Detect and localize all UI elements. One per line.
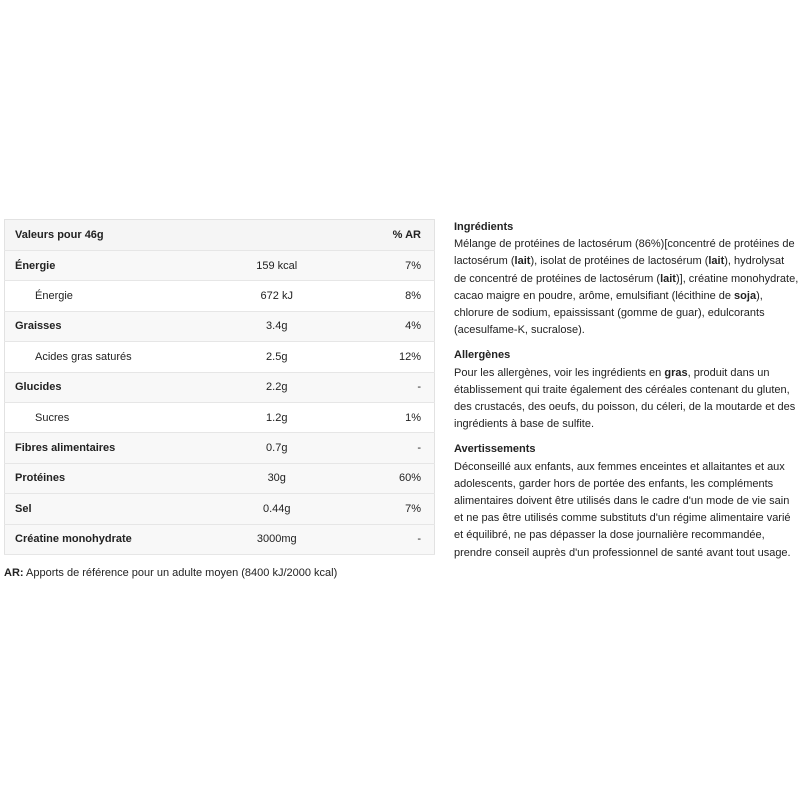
allergen-highlight: soja: [734, 289, 757, 302]
table-row: [5, 402, 435, 432]
nutrient-name: Protéines: [5, 463, 227, 493]
nutrient-ar: 1%: [327, 402, 435, 432]
nutrient-value: 2.2g: [227, 372, 327, 402]
allergen-highlight: lait: [708, 255, 725, 268]
warnings-title: Avertissements: [454, 443, 536, 456]
allergens-text: [454, 365, 799, 434]
nutrient-ar: 60%: [327, 463, 435, 493]
nutrient-value: 159 kcal: [227, 251, 327, 281]
nutrient-value: 3000mg: [227, 524, 327, 554]
ingredients-text: [454, 236, 799, 339]
table-row: [5, 524, 435, 554]
nutrition-table: [4, 219, 435, 555]
nutrient-value: 0.7g: [227, 433, 327, 463]
nutrient-ar: -: [327, 372, 435, 402]
nutrient-name: Glucides: [5, 372, 227, 402]
text-segment: )], créatine monohydrate, cacao maigre en poudre, arôme, emulsifiant (lécithine de: [454, 272, 799, 302]
table-row: [5, 463, 435, 493]
text-segment: , produit dans un établissement qui traite également des céréales contenant du gluten, des crustacés, des oeufs, du poisson, du céleri, de la moutarde et des ingrédients à base de sulfite.: [454, 366, 796, 431]
nutrient-ar: -: [327, 433, 435, 463]
ar-footnote-label: AR:: [4, 567, 24, 579]
ingredients-section: [454, 219, 799, 339]
product-info-panel: [454, 219, 799, 570]
header-value: [227, 220, 327, 251]
table-row: [5, 311, 435, 341]
table-row: [5, 494, 435, 524]
nutrient-ar: -: [327, 524, 435, 554]
nutrient-ar: 7%: [327, 494, 435, 524]
ar-footnote-text: Apports de référence pour un adulte moyen (8400 kJ/2000 kcal): [23, 567, 338, 579]
nutrition-table-body: [5, 251, 435, 555]
nutrient-value: 30g: [227, 463, 327, 493]
allergens-title: Allergènes: [454, 349, 511, 362]
allergen-highlight: lait: [660, 272, 676, 285]
nutrient-name: Sel: [5, 494, 227, 524]
allergen-highlight: lait: [514, 255, 531, 268]
nutrient-value: 3.4g: [227, 311, 327, 341]
nutrient-value: 2.5g: [227, 342, 327, 372]
nutrient-name: Fibres alimentaires: [5, 433, 227, 463]
nutrient-name: Graisses: [5, 311, 227, 341]
header-name: Valeurs pour 46g: [5, 220, 227, 251]
nutrient-name: Sucres: [5, 402, 227, 432]
nutrient-name: Énergie: [5, 281, 227, 311]
nutrient-ar: 12%: [327, 342, 435, 372]
table-header-row: [5, 220, 435, 251]
warnings-text: Déconseillé aux enfants, aux femmes enceintes et allaitantes et aux adolescents, garder hors de portée des enfants, les compléments alimentaires doivent être utilisés dans le cadre d'un mode de vie sain et ne pas être utilisés comme substituts d'un régime alimentaire varié et équilibré, ne pas dépasser la dose journalière recommandée, prendre conseil auprès d'un professionnel de santé avant tout usage.: [454, 460, 791, 559]
table-row: [5, 433, 435, 463]
nutrient-value: 672 kJ: [227, 281, 327, 311]
table-row: [5, 372, 435, 402]
text-segment: ), hydrolysat de concentré de protéines de lactosérum (: [454, 255, 785, 285]
ingredients-title: Ingrédients: [454, 221, 514, 233]
nutrient-name: Acides gras saturés: [5, 342, 227, 372]
nutrient-ar: 8%: [327, 281, 435, 311]
nutrient-name: Créatine monohydrate: [5, 524, 227, 554]
table-row: [5, 281, 435, 311]
header-ar: % AR: [327, 220, 435, 251]
allergen-highlight: gras: [664, 366, 688, 379]
ar-footnote: [4, 567, 337, 579]
warnings-section: [454, 441, 799, 561]
nutrient-ar: 4%: [327, 311, 435, 341]
nutrient-value: 1.2g: [227, 402, 327, 432]
text-segment: ), isolat de protéines de lactosérum (: [530, 255, 709, 268]
nutrient-ar: 7%: [327, 251, 435, 281]
nutrient-name: Énergie: [5, 251, 227, 281]
allergens-section: [454, 347, 799, 433]
nutrition-table-container: [4, 219, 435, 555]
nutrient-value: 0.44g: [227, 494, 327, 524]
table-row: [5, 342, 435, 372]
text-segment: ), chlorure de sodium, epaississant (gomme de guar), edulcorants (acesulfame-K, sucralose).: [454, 289, 765, 337]
text-segment: Pour les allergènes, voir les ingrédients en: [454, 366, 665, 379]
text-segment: Mélange de protéines de lactosérum (86%)[concentré de protéines de lactosérum (: [454, 238, 795, 268]
table-row: [5, 251, 435, 281]
